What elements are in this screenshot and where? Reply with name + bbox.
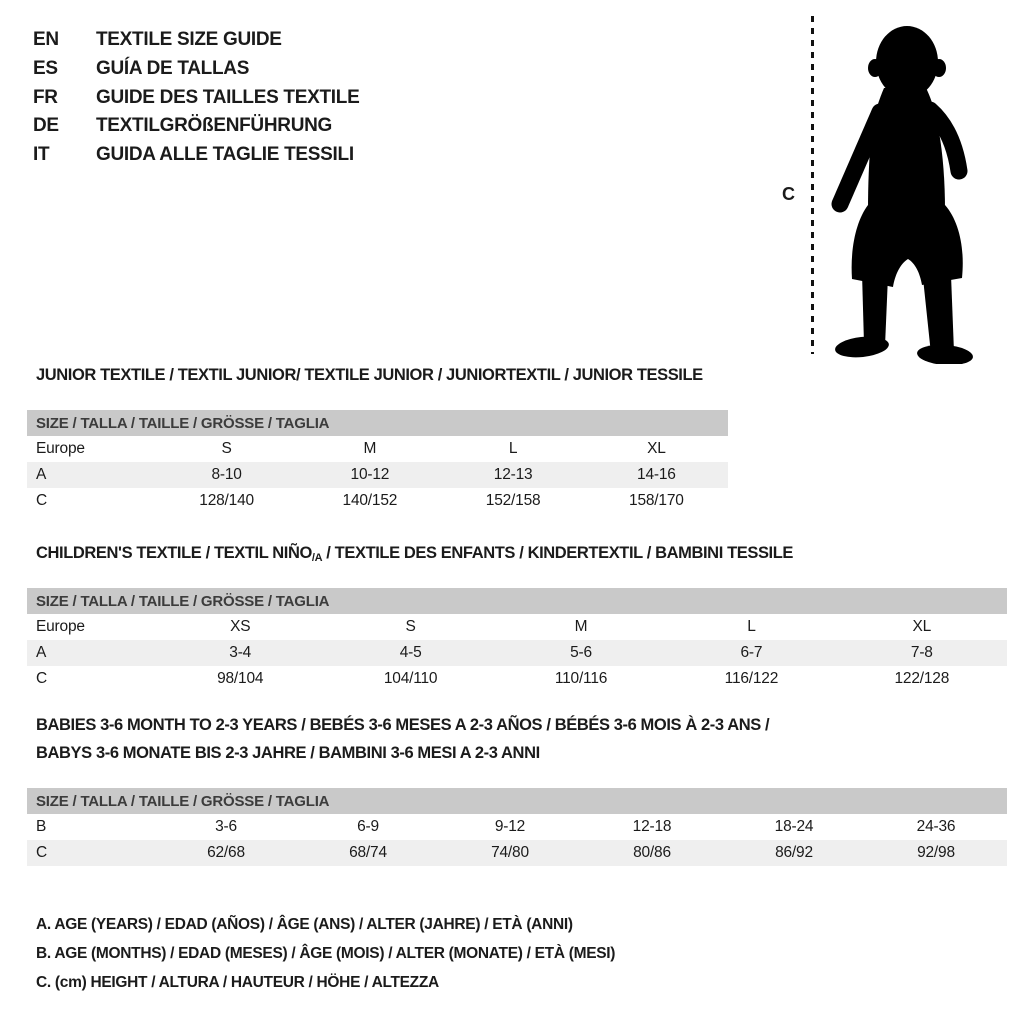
children-size-table	[27, 588, 1007, 692]
lang-code-es: ES	[33, 57, 58, 79]
lang-title-fr: GUIDE DES TAILLES TEXTILE	[96, 86, 360, 108]
row-label: A	[36, 644, 47, 661]
table-cell: 122/128	[894, 670, 950, 687]
table-cell: 6-9	[357, 818, 379, 835]
babies-size-header-bar: SIZE / TALLA / TAILLE / GRÖSSE / TAGLIA	[27, 788, 1007, 814]
row-label: C	[36, 844, 47, 861]
table-cell: XS	[230, 618, 251, 635]
height-measure-label: C	[782, 184, 795, 204]
table-cell: 62/68	[207, 844, 245, 861]
toddler-silhouette-icon	[818, 8, 994, 364]
children-heading-subscript: /A	[311, 552, 323, 564]
table-cell: 4-5	[399, 644, 422, 661]
table-cell: 8-10	[211, 466, 242, 483]
table-cell: 80/86	[633, 844, 671, 861]
babies-size-table	[27, 788, 1007, 866]
junior-size-header-bar: SIZE / TALLA / TAILLE / GRÖSSE / TAGLIA	[27, 410, 728, 436]
table-row	[27, 488, 728, 514]
table-cell: 24-36	[916, 818, 956, 835]
row-label: A	[36, 466, 47, 483]
babies-section-heading-line2: BABYS 3-6 MONATE BIS 2-3 JAHRE / BAMBINI 3-6 MESI A 2-3 ANNI	[36, 744, 540, 762]
table-cell: 12-18	[632, 818, 672, 835]
table-cell: 128/140	[199, 492, 254, 509]
lang-title-es: GUÍA DE TALLAS	[96, 57, 250, 79]
lang-row-de	[33, 112, 359, 141]
row-label: B	[36, 818, 47, 835]
junior-section-heading: JUNIOR TEXTILE / TEXTIL JUNIOR/ TEXTILE JUNIOR / JUNIORTEXTIL / JUNIOR TESSILE	[36, 366, 703, 384]
row-label: C	[36, 670, 47, 687]
lang-title-de: TEXTILGRÖßENFÜHRUNG	[96, 115, 333, 137]
table-cell: 10-12	[350, 466, 390, 483]
lang-code-fr: FR	[33, 86, 58, 108]
table-cell: 14-16	[637, 466, 676, 483]
lang-row-fr	[33, 84, 359, 113]
footnote-a: A. AGE (YEARS) / EDAD (AÑOS) / ÂGE (ANS) / ALTER (JAHRE) / ETÀ (ANNI)	[36, 916, 573, 933]
row-label: Europe	[36, 440, 85, 457]
table-cell: 9-12	[494, 818, 526, 835]
table-cell: 7-8	[910, 644, 933, 661]
lang-row-en	[33, 26, 359, 55]
footnote-b: B. AGE (MONTHS) / EDAD (MESES) / ÂGE (MOIS) / ALTER (MONATE) / ETÀ (MESI)	[36, 944, 616, 962]
table-cell: 5-6	[570, 644, 592, 661]
table-cell: 152/158	[485, 492, 541, 509]
table-row	[27, 462, 728, 488]
children-heading-suffix: / TEXTILE DES ENFANTS / KINDERTEXTIL / BAMBINI TESSILE	[322, 544, 794, 562]
table-row	[27, 666, 1007, 692]
row-label: Europe	[36, 618, 85, 635]
table-cell: 140/152	[342, 492, 398, 509]
lang-code-de: DE	[33, 115, 59, 137]
children-section-heading	[36, 544, 793, 564]
table-cell: L	[747, 618, 756, 635]
table-cell: 98/104	[217, 670, 264, 687]
table-row	[27, 436, 728, 462]
height-dotted-line	[811, 16, 814, 354]
table-cell: 12-13	[493, 466, 533, 483]
toddler-figure-area	[770, 0, 1024, 372]
lang-title-it: GUIDA ALLE TAGLIE TESSILI	[96, 144, 354, 166]
lang-row-es	[33, 55, 359, 84]
table-cell: 104/110	[383, 670, 438, 687]
table-cell: S	[221, 440, 232, 457]
table-row	[27, 814, 1007, 840]
junior-size-table	[27, 410, 728, 514]
children-heading-prefix: CHILDREN'S TEXTILE / TEXTIL NIÑO	[36, 544, 312, 562]
table-cell: XL	[647, 440, 666, 457]
table-cell: 116/122	[724, 670, 779, 687]
table-row	[27, 614, 1007, 640]
table-row	[27, 840, 1007, 866]
table-cell: M	[363, 440, 377, 457]
table-cell: 68/74	[349, 844, 387, 861]
lang-code-it: IT	[33, 144, 50, 166]
table-cell: 74/80	[491, 844, 529, 861]
footnotes-block	[36, 911, 615, 997]
table-row	[27, 640, 1007, 666]
babies-section-heading-line1: BABIES 3-6 MONTH TO 2-3 YEARS / BEBÉS 3-6 MESES A 2-3 AÑOS / BÉBÉS 3-6 MOIS À 2-3 ANS /	[36, 716, 770, 734]
lang-code-en: EN	[33, 29, 59, 50]
table-cell: XL	[912, 618, 932, 635]
children-size-header-bar: SIZE / TALLA / TAILLE / GRÖSSE / TAGLIA	[27, 588, 1007, 614]
table-cell: 3-6	[215, 818, 237, 835]
table-cell: 86/92	[775, 844, 813, 861]
table-cell: L	[508, 440, 518, 457]
table-cell: 158/170	[629, 492, 684, 509]
table-cell: 92/98	[917, 844, 955, 861]
table-cell: 3-4	[229, 644, 252, 661]
footnote-c: C. (cm) HEIGHT / ALTURA / HAUTEUR / HÖHE / ALTEZZA	[36, 973, 439, 991]
lang-title-en: TEXTILE SIZE GUIDE	[96, 29, 282, 50]
table-cell: 110/116	[554, 670, 608, 687]
language-title-block	[33, 26, 359, 170]
table-cell: 18-24	[774, 818, 814, 835]
table-cell: 6-7	[740, 644, 763, 661]
table-cell: S	[405, 618, 416, 635]
row-label: C	[36, 492, 47, 509]
lang-row-it	[33, 141, 359, 170]
table-cell: M	[574, 618, 588, 635]
